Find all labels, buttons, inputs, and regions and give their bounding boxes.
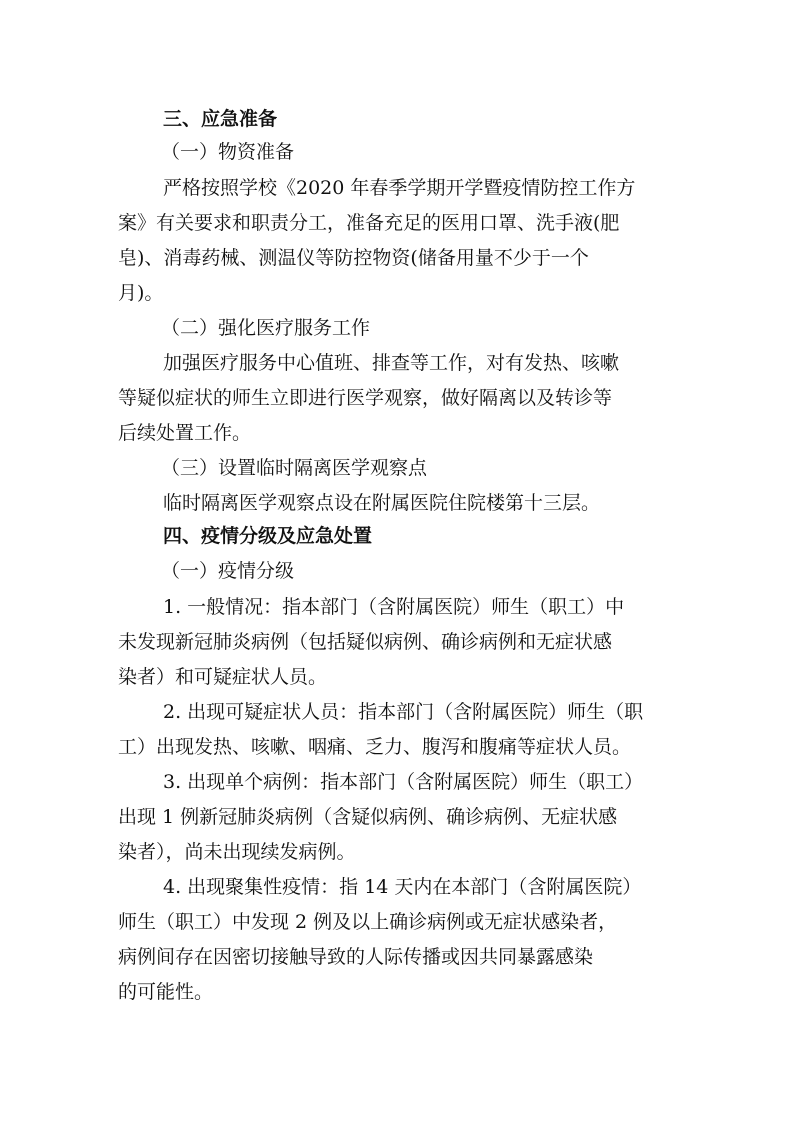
- list-item-line: 3. 出现单个病例：指本部门（含附属医院）师生（职工）: [163, 771, 644, 793]
- subheading-medical-service: （二）强化医疗服务工作: [161, 317, 371, 339]
- paragraph-line: 月)。: [118, 282, 164, 304]
- section-heading-emergency-preparation: 三、应急准备: [163, 108, 278, 130]
- list-item-line: 染者），尚未出现续发病例。: [118, 841, 356, 863]
- list-item-line: 师生（职工）中发现 2 例及以上确诊病例或无症状感染者，: [118, 911, 618, 933]
- subheading-isolation-point: （三）设置临时隔离医学观察点: [161, 457, 428, 479]
- paragraph-line: 等疑似症状的师生立即进行医学观察，做好隔离以及转诊等: [118, 387, 613, 409]
- subheading-epidemic-grading: （一）疫情分级: [161, 560, 295, 582]
- paragraph-line: 严格按照学校《2020 年春季学期开学暨疫情防控工作方: [163, 177, 636, 199]
- list-item-line: 出现 1 例新冠肺炎病例（含疑似病例、确诊病例、无症状感: [118, 806, 618, 828]
- list-item-line: 1. 一般情况：指本部门（含附属医院）师生（职工）中: [163, 596, 625, 618]
- paragraph-line: 临时隔离医学观察点设在附属医院住院楼第十三层。: [163, 492, 601, 514]
- paragraph-line: 后续处置工作。: [118, 422, 252, 444]
- list-item-line: 病例间存在因密切接触导致的人际传播或因共同暴露感染: [118, 946, 594, 968]
- list-item-line: 4. 出现聚集性疫情：指 14 天内在本部门（含附属医院）: [163, 876, 642, 898]
- list-item-line: 未发现新冠肺炎病例（包括疑似病例、确诊病例和无症状感: [118, 631, 613, 653]
- subheading-material-preparation: （一）物资准备: [161, 141, 295, 163]
- section-heading-epidemic-grading: 四、疫情分级及应急处置: [163, 525, 373, 547]
- paragraph-line: 皂)、消毒药械、测温仪等防控物资(储备用量不少于一个: [118, 247, 589, 269]
- list-item-line: 2. 出现可疑症状人员：指本部门（含附属医院）师生（职: [163, 701, 644, 723]
- paragraph-line: 案》有关要求和职责分工，准备充足的医用口罩、洗手液(肥: [118, 212, 620, 234]
- list-item-line: 的可能性。: [118, 981, 214, 1003]
- list-item-line: 染者）和可疑症状人员。: [118, 666, 328, 688]
- paragraph-line: 加强医疗服务中心值班、排查等工作，对有发热、咳嗽: [163, 352, 620, 374]
- list-item-line: 工）出现发热、咳嗽、咽痛、乏力、腹泻和腹痛等症状人员。: [118, 736, 632, 758]
